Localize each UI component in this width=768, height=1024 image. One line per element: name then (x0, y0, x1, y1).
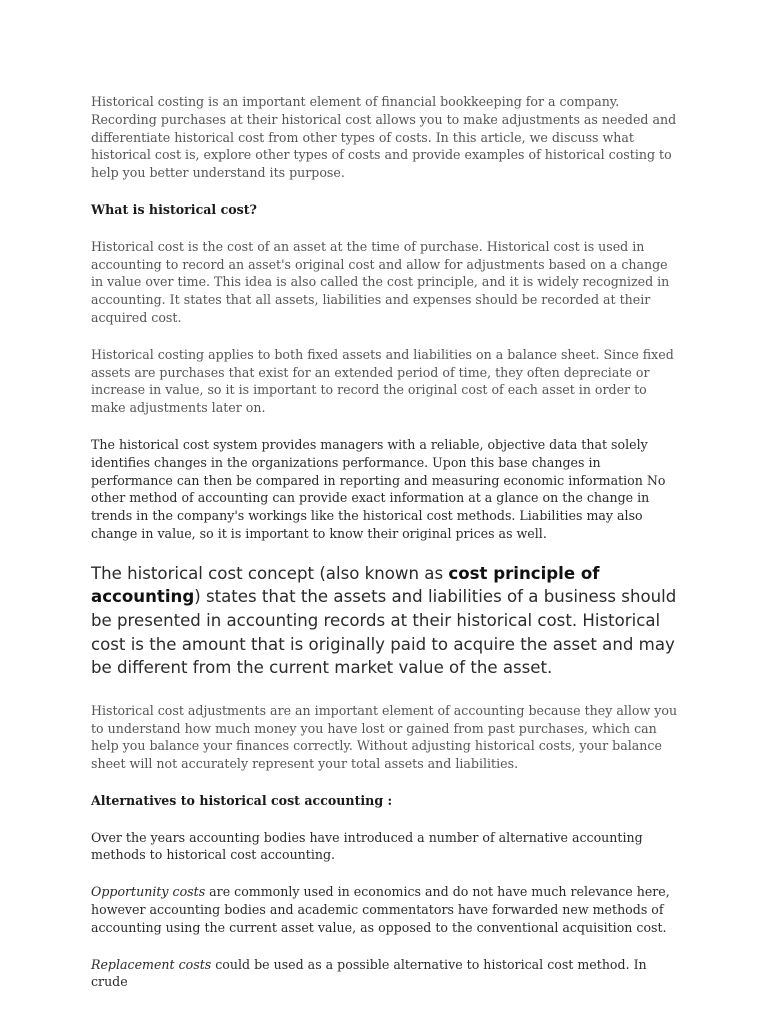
pull-quote-bold-term: cost principle of accounting (91, 563, 600, 607)
intro-paragraph: Historical costing is an important element of financial bookkeeping for a company. Recording purchases at their historical cost allows you to make adjustments as needed and differentiate historical cost from other types of costs. In this article, we discuss what historical cost is, explore other types of costs and provide examples of historical costing to help you better understand its purpose. (91, 94, 677, 181)
definition-paragraph: Historical cost is the cost of an asset at the time of purchase. Historical cost is used in accounting to record an asset's original cost and allow for adjustments based on a change in value over time. This idea is also called the cost principle, and it is widely recognized in accounting. It states that all assets, liabilities and expenses should be recorded at their acquired cost. (91, 238, 670, 325)
opportunity-costs-text: are commonly used in economics and do not have much relevance here, however accounting bodies and academic commentators have forwarded new methods of accounting using the current asset value, as opposed to the conventional acquisition cost. (91, 884, 670, 935)
pull-quote-rest: ) states that the assets and liabilities of a business should be presented in accounting records at their historical cost. Historical cost is the amount that is originally paid to acquire the asset and may be different from the current market value of the asset. (91, 587, 677, 678)
pull-quote (91, 562, 681, 680)
cost-system-paragraph: The historical cost system provides managers with a reliable, objective data that solely identifies changes in the organizations performance. Upon this base changes in performance can then be compared in reporting and measuring economic information No other method of accounting can provide exact information at a glance on the change in trends in the company's workings like the historical cost methods. Liabilities may also change in value, so it is important to know their original prices as well. (91, 436, 666, 541)
opportunity-costs-paragraph (91, 883, 681, 936)
opportunity-costs-term: Opportunity costs (91, 884, 206, 900)
pull-quote-lead: The historical cost concept (also known as (91, 563, 449, 583)
fixed-assets-paragraph: Historical costing applies to both fixed assets and liabilities on a balance sheet. Since fixed assets are purchases that exist for an extended period of time, they often depreciate or increase in value, so it is important to record the original cost of each asset in order to make adjustments later on. (91, 346, 674, 416)
replacement-costs-term: Replacement costs (91, 956, 212, 972)
adjustments-paragraph: Historical cost adjustments are an important element of accounting because they allow you to understand how much money you have lost or gained from past purchases, which can help you balance your finances correctly. Without adjusting historical costs, your balance sheet will not accurately represent your total assets and liabilities. (91, 702, 678, 772)
document-page (91, 93, 681, 1010)
alternatives-intro-paragraph: Over the years accounting bodies have introduced a number of alternative accounting methods to historical cost accounting. (91, 829, 643, 863)
section-heading-alternatives: Alternatives to historical cost accounting : (91, 792, 393, 808)
replacement-costs-text: could be used as a possible alternative to historical cost method. In crude (91, 956, 647, 990)
replacement-costs-paragraph (91, 956, 681, 992)
section-heading-what-is-historical-cost: What is historical cost? (91, 201, 257, 217)
